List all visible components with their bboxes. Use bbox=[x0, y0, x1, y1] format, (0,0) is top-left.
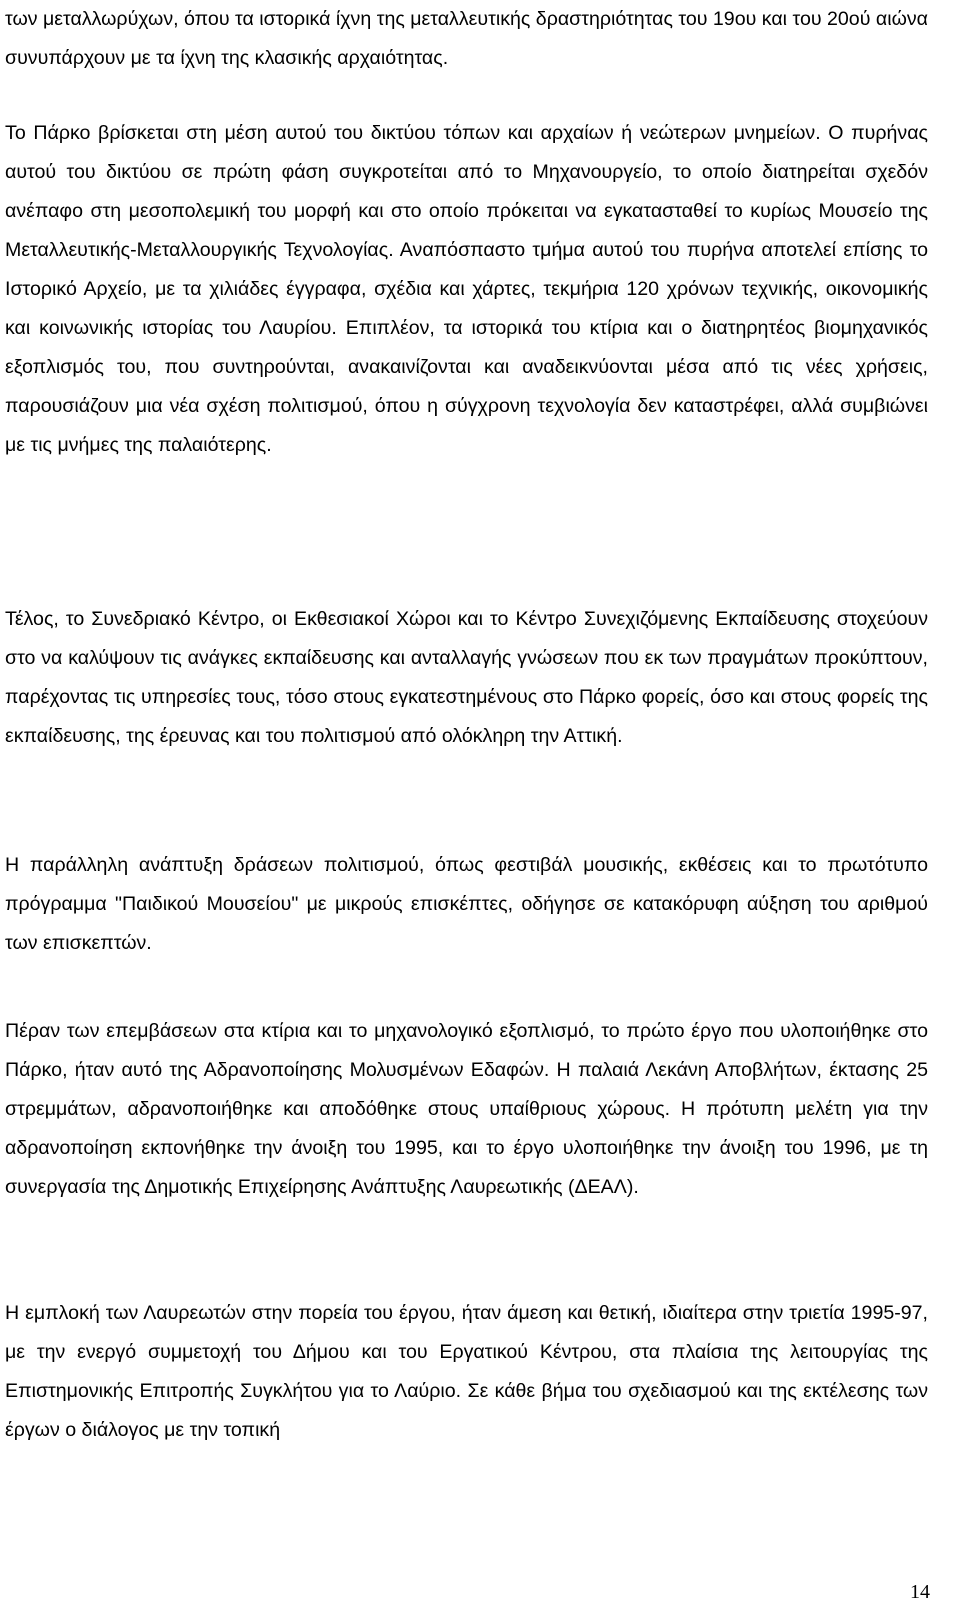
paragraph-local-involvement: Η εμπλοκή των Λαυρεωτών στην πορεία του έργου, ήταν άμεση και θετική, ιδιαίτερα στην τριετία 1995-97, με την ενεργό συμμετοχή του Δήμου και του Εργατικού Κέντρου, στα πλαίσια της λειτουργίας της Επιστημονικής Επιτροπής Συγκλήτου για το Λαύριο. Σε κάθε βήμα του σχεδιασμού και της εκτέλεσης των έργων ο διάλογος με την τοπική bbox=[5, 1302, 928, 1441]
paragraph-park-network: Το Πάρκο βρίσκεται στη μέση αυτού του δικτύου τόπων και αρχαίων ή νεώτερων μνημείων. Ο πυρήνας αυτού του δικτύου σε πρώτη φάση συγκροτείται από το Μηχανουργείο, το οποίο διατηρείται σχεδόν ανέπαφο στη μεσοπολεμική του μορφή και στο οποίο πρόκειται να εγκατασταθεί το κυρίως Μουσείο της Μεταλλευτικής-Μεταλλουργικής Τεχνολογίας. Αναπόσπαστο τμήμα αυτού του πυρήνα αποτελεί επίσης το Ιστορικό Αρχείο, με τα χιλιάδες έγγραφα, σχέδια και χάρτες, τεκμήρια 120 χρόνων τεχνικής, οικονομικής και κοινωνικής ιστορίας του Λαυρίου. Επιπλέον, τα ιστορικά του κτίρια και ο διατηρητέος βιομηχανικός εξοπλισμός του, που συντηρούνται, ανακαινίζονται και αναδεικνύονται μέσα από τις νέες χρήσεις, παρουσιάζουν μια νέα σχέση πολιτισμού, όπου η σύγχρονη τεχνολογία δεν καταστρέφει, αλλά συμβιώνει με τις μνήμες της παλαιότερης. bbox=[5, 122, 928, 456]
paragraph-conference-center: Τέλος, το Συνεδριακό Κέντρο, οι Εκθεσιακοί Χώροι και το Κέντρο Συνεχιζόμενης Εκπαίδευσης στοχεύουν στο να καλύψουν τις ανάγκες εκπαίδευσης και ανταλλαγής γνώσεων που εκ των πραγμάτων προκύπτουν, παρέχοντας τις υπηρεσίες τους, τόσο στους εγκατεστημένους στο Πάρκο φορείς, όσο και στους φορείς της εκπαίδευσης, της έρευνας και του πολιτισμού από ολόκληρη την Αττική. bbox=[5, 608, 928, 747]
page-number: 14 bbox=[910, 1581, 930, 1603]
paragraph-soil-inertization: Πέραν των επεμβάσεων στα κτίρια και το μηχανολογικό εξοπλισμό, το πρώτο έργο που υλοποιήθηκε στο Πάρκο, ήταν αυτό της Αδρανοποίησης Μολυσμένων Εδαφών. Η παλαιά Λεκάνη Αποβλήτων, έκτασης 25 στρεμμάτων, αδρανοποιήθηκε και αποδόθηκε στους υπαίθριους χώρους. Η πρότυπη μελέτη για την αδρανοποίηση εκπονήθηκε την άνοιξη του 1995, και το έργο υλοποιήθηκε την άνοιξη του 1996, με τη συνεργασία της Δημοτικής Επιχείρησης Ανάπτυξης Λαυρεωτικής (ΔΕΑΛ). bbox=[5, 1020, 928, 1198]
paragraph-continued-text: των μεταλλωρύχων, όπου τα ιστορικά ίχνη της μεταλλευτικής δραστηριότητας του 19ου και του 20ού αιώνα συνυπάρχουν με τα ίχνη της κλασικής αρχαιότητας. bbox=[5, 8, 928, 69]
paragraph-cultural-actions: Η παράλληλη ανάπτυξη δράσεων πολιτισμού, όπως φεστιβάλ μουσικής, εκθέσεις και το πρωτότυπο πρόγραμμα "Παιδικού Μουσείου" με μικρούς επισκέπτες, οδήγησε σε κατακόρυφη αύξηση του αριθμού των επισκεπτών. bbox=[5, 854, 928, 954]
